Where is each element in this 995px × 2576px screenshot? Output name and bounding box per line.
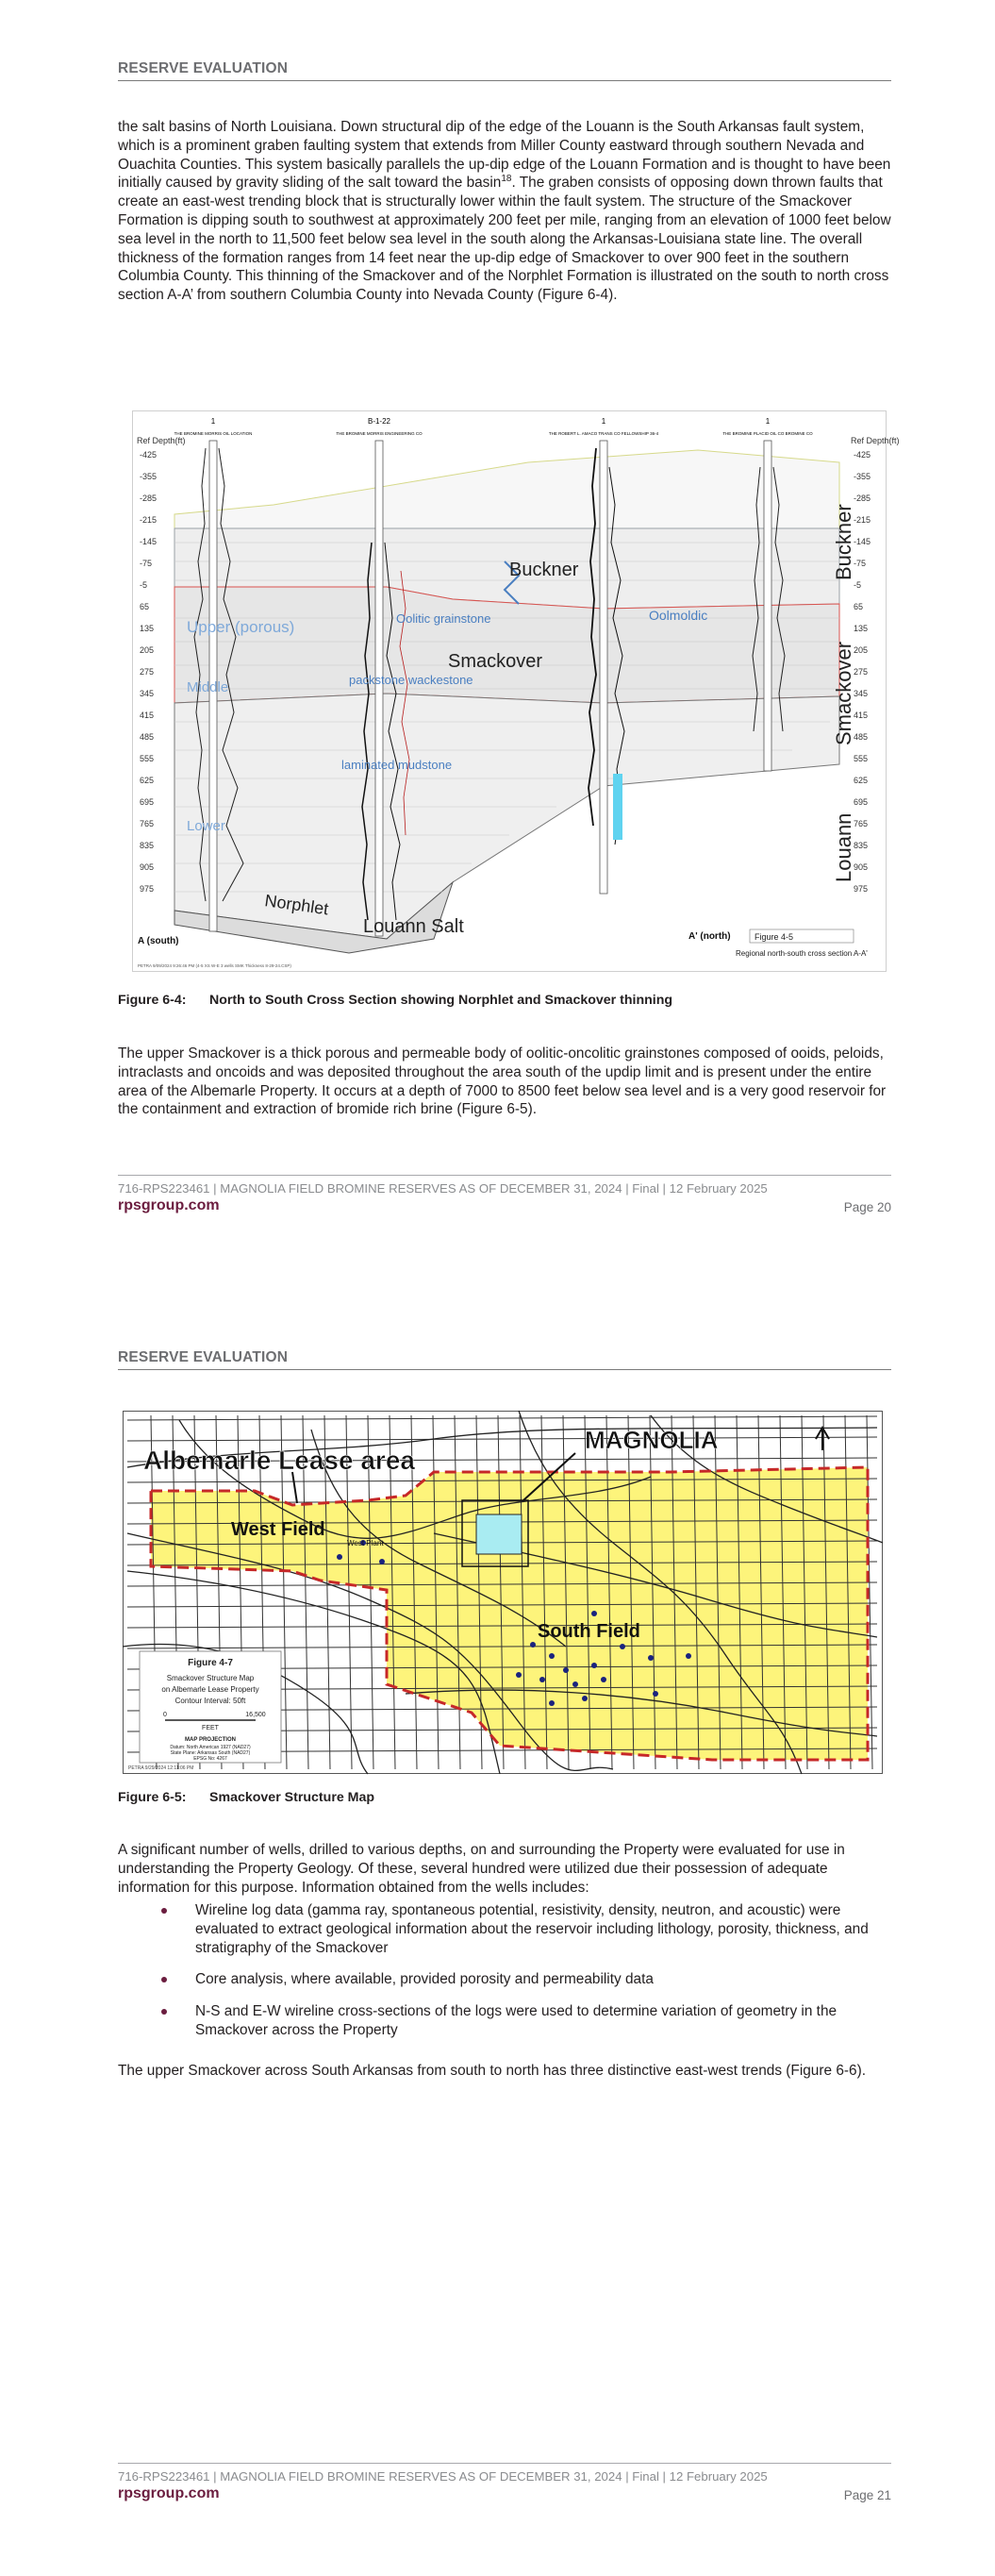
well-number: 1 xyxy=(601,417,606,426)
structure-map-svg xyxy=(123,1411,883,1774)
label-louann-salt: Louann Salt xyxy=(363,916,464,937)
depth-tick: 485 xyxy=(854,732,869,742)
bullet-text: Core analysis, where available, provided porosity and permeability data xyxy=(195,1971,654,1988)
depth-tick: 975 xyxy=(140,884,155,894)
bullet-text: Wireline log data (gamma ray, spontaneous potential, resistivity, density, neutron, and acoustic) were evaluated to extract geological information about the reservoir including lithology, porosity, thickness, and stratigraphy of the Smackover xyxy=(195,1902,869,1956)
page-21 xyxy=(0,1288,995,2576)
depth-tick: -215 xyxy=(854,515,871,525)
list-item xyxy=(118,1970,891,1989)
bullet-icon xyxy=(161,1977,167,1982)
legend-line: Smackover Structure Map xyxy=(166,1674,255,1682)
scale-start: 0 xyxy=(163,1712,167,1718)
depth-tick: 835 xyxy=(854,841,869,850)
label-west-field: West Field xyxy=(231,1519,325,1540)
depth-tick: 555 xyxy=(140,754,155,763)
label-west-plant: West Plant xyxy=(347,1539,384,1547)
label-credit: PETRA 9/09/2024 9:26:46 PM (4-5 XS W-E 3 wells SMK Thickness 8-29-24.CSP) xyxy=(138,963,291,968)
magnolia-plant-area xyxy=(476,1514,522,1554)
depth-tick: -425 xyxy=(854,450,871,460)
depth-tick: -285 xyxy=(140,493,158,503)
body-paragraph xyxy=(118,118,891,305)
label-albemarle-lease: Albemarle Lease area xyxy=(143,1446,415,1475)
caption-number: Figure 6-4: xyxy=(118,993,187,1008)
well-number: B-1-22 xyxy=(367,417,391,426)
depth-tick: -75 xyxy=(140,559,153,568)
label-middle: Middle xyxy=(187,679,229,695)
body-paragraph-2: The upper Smackover is a thick porous and permeable body of oolitic-oncolitic grainstones composed of ooids, peloids, intraclasts and oncoids and was deposited throughout the area south of the updip limit and is present under the entire area of the Albemarle Property. It occurs at a depth of 7000 to 8500 feet below sea level and is a very good reservoir for the containment and extraction of bromide rich brine (Figure 6-5). xyxy=(118,1045,887,1118)
footer-site-link[interactable]: rpsgroup.com xyxy=(118,1197,220,1213)
cross-section-figure xyxy=(132,410,900,972)
depth-tick: 415 xyxy=(854,711,869,720)
depth-tick: 345 xyxy=(854,689,869,698)
label-oolmoldic: Oolmoldic xyxy=(649,608,708,623)
label-buckner: Buckner xyxy=(509,560,579,580)
depth-tick: 135 xyxy=(140,624,155,633)
footer-divider xyxy=(118,1175,891,1176)
depth-tick: 905 xyxy=(140,862,155,872)
paragraph-text-cont: . The graben consists of opposing down thrown faults that create an east-west trending block that is structurally lower within the fault system. The structure of the Smackover Formation is dipping south to southwest at approximately 200 feet per mile, ranging from an elevation of 1000 feet below sea level in the north to 11,500 feet below sea level in the south along the Arkansas-Louisiana state line. The overall thickness of the formation ranges from 14 feet near the up-dip edge of Smackover to over 900 feet in the southern Columbia County. This thinning of the Smackover and of the Norphlet Formation is illustrated on the south to north cross section A-A’ from southern Columbia County into Nevada County (Figure 6-4). xyxy=(118,175,891,304)
label-right-buckner: Buckner xyxy=(832,504,855,580)
body-paragraph: A significant number of wells, drilled to various depths, on and surrounding the Property were evaluated for use in understanding the Property Geology. Of these, several hundred were utilized due their possession of adequate information for this purpose. Information obtained from the wells includes: xyxy=(118,1842,845,1896)
header-title: RESERVE EVALUATION xyxy=(118,60,289,76)
depth-tick: -215 xyxy=(140,515,158,525)
cross-section-svg xyxy=(132,410,900,972)
scale-end: 16,500 xyxy=(245,1712,266,1718)
figure-caption xyxy=(118,1790,374,1805)
cyan-interval xyxy=(613,774,622,840)
depth-tick: -425 xyxy=(140,450,158,460)
caption-text: North to South Cross Section showing Norphlet and Smackover thinning xyxy=(209,993,673,1008)
figure-caption xyxy=(118,993,672,1008)
depth-tick: 625 xyxy=(854,776,869,785)
depth-tick: -285 xyxy=(854,493,871,503)
depth-tick: 835 xyxy=(140,841,155,850)
depth-tick: 135 xyxy=(854,624,869,633)
depth-tick: 275 xyxy=(854,667,869,677)
paragraph-text: the salt basins of North Louisiana. Down structural dip of the edge of the Louann is the South Arkansas fault system, which is a prominent graben faulting system that extends from Miller County eastward through southern Nevada and Ouachita Counties. This system basically parallels the up-dip edge of the Louann Formation and is thought to have been initially caused by gravity sliding of the salt toward the basin xyxy=(118,119,891,192)
body-paragraph-2: The upper Smackover across South Arkansas from south to north has three distinctive east-west trends (Figure 6-6). xyxy=(118,2063,866,2079)
page-header xyxy=(118,1349,891,1370)
depth-tick: 65 xyxy=(854,602,864,611)
depth-title-left: Ref Depth(ft) xyxy=(137,436,186,445)
depth-tick: -355 xyxy=(140,472,158,481)
depth-tick: -145 xyxy=(140,537,158,546)
projection-title: MAP PROJECTION xyxy=(185,1737,236,1743)
footer-page-number: Page 20 xyxy=(843,1200,891,1214)
projection-line: State Plane: Arkansas South (NAD27) xyxy=(170,1750,251,1756)
bullet-icon xyxy=(161,2009,167,2015)
well-label: THE BROMINE MORRIS ENGINEERING CO xyxy=(336,431,423,436)
depth-tick: 975 xyxy=(854,884,869,894)
depth-tick: 345 xyxy=(140,689,155,698)
header-title: RESERVE EVALUATION xyxy=(118,1349,289,1365)
depth-tick: -145 xyxy=(854,537,871,546)
label-a-north: A' (north) xyxy=(688,931,731,942)
depth-tick: 765 xyxy=(140,819,155,828)
projection-line: Datum: North American 1927 (NAD27) xyxy=(170,1745,251,1750)
label-right-smackover: Smackover xyxy=(832,641,855,745)
well-label: THE BROMINE MORRIS OIL LOCATION xyxy=(174,431,253,436)
label-a-south: A (south) xyxy=(138,936,179,946)
well-number: 1 xyxy=(765,417,771,426)
well-label: THE ROBERT L. AMACO TRANS CO FELLOWSHIP 36-4 xyxy=(548,431,659,436)
depth-tick: -5 xyxy=(140,580,148,590)
depth-tick: 905 xyxy=(854,862,869,872)
label-lower: Lower xyxy=(187,818,225,834)
depth-tick: 695 xyxy=(140,797,155,807)
bullet-text: N-S and E-W wireline cross-sections of the logs were used to determine variation of geometry in the Smackover across the Property xyxy=(195,2003,837,2038)
scale-unit: FEET xyxy=(202,1725,219,1731)
legend-figure: Figure 4-7 xyxy=(188,1658,233,1668)
depth-title-right: Ref Depth(ft) xyxy=(851,436,900,445)
footer-document-id: 716-RPS223461 | MAGNOLIA FIELD BROMINE RESERVES AS OF DECEMBER 31, 2024 | Final | 12 February 2025 xyxy=(118,1181,768,1196)
legend-line: on Albemarle Lease Property xyxy=(161,1685,259,1694)
structure-map-figure xyxy=(123,1411,883,1774)
footer-site-link[interactable]: rpsgroup.com xyxy=(118,2485,220,2501)
footnote-ref: 18 xyxy=(501,174,512,185)
depth-tick: 485 xyxy=(140,732,155,742)
depth-tick: -75 xyxy=(854,559,867,568)
footer-divider xyxy=(118,2463,891,2464)
bullet-icon xyxy=(161,1908,167,1914)
label-laminated: laminated mudstone xyxy=(341,758,453,772)
label-packstone: packstone wackestone xyxy=(349,673,473,687)
legend-line: Contour Interval: 50ft xyxy=(174,1697,246,1705)
list-item xyxy=(118,2002,891,2040)
caption-number: Figure 6-5: xyxy=(118,1790,187,1805)
label-upper-porous: Upper (porous) xyxy=(187,618,295,636)
footer-page-number: Page 21 xyxy=(843,2488,891,2502)
label-norphlet: Norphlet xyxy=(263,891,330,919)
footer-document-id: 716-RPS223461 | MAGNOLIA FIELD BROMINE RESERVES AS OF DECEMBER 31, 2024 | Final | 12 February 2025 xyxy=(118,2469,768,2484)
depth-tick: 275 xyxy=(140,667,155,677)
bullet-list xyxy=(118,1901,891,2053)
map-stamp: PETRA 9/29/2024 12:11:06 PM xyxy=(128,1765,194,1771)
well-number: 1 xyxy=(210,417,216,426)
map-legend xyxy=(140,1651,281,1763)
depth-tick: 65 xyxy=(140,602,150,611)
depth-tick: 555 xyxy=(854,754,869,763)
depth-tick: 625 xyxy=(140,776,155,785)
depth-tick: -355 xyxy=(854,472,871,481)
label-south-field: South Field xyxy=(538,1621,640,1642)
label-right-louann: Louann xyxy=(832,812,855,882)
label-fig-num: Figure 4-5 xyxy=(755,932,794,942)
depth-tick: 205 xyxy=(140,645,155,655)
label-fig-title: Regional north-south cross section A-A' xyxy=(736,949,868,958)
label-oolitic: Oolitic grainstone xyxy=(396,611,491,626)
depth-tick: -5 xyxy=(854,580,862,590)
depth-tick: 695 xyxy=(854,797,869,807)
page-header xyxy=(118,60,891,81)
label-smackover: Smackover xyxy=(448,651,543,672)
depth-tick: 415 xyxy=(140,711,155,720)
depth-tick: 765 xyxy=(854,819,869,828)
projection-line: EPSG No: 4267 xyxy=(193,1756,227,1762)
label-magnolia: MAGNOLIA xyxy=(585,1426,719,1454)
well-label: THE BROMINE PLACID OIL CO BROMINE CO xyxy=(722,431,813,436)
depth-tick: 205 xyxy=(854,645,869,655)
list-item xyxy=(118,1901,891,1957)
caption-text: Smackover Structure Map xyxy=(209,1790,375,1805)
